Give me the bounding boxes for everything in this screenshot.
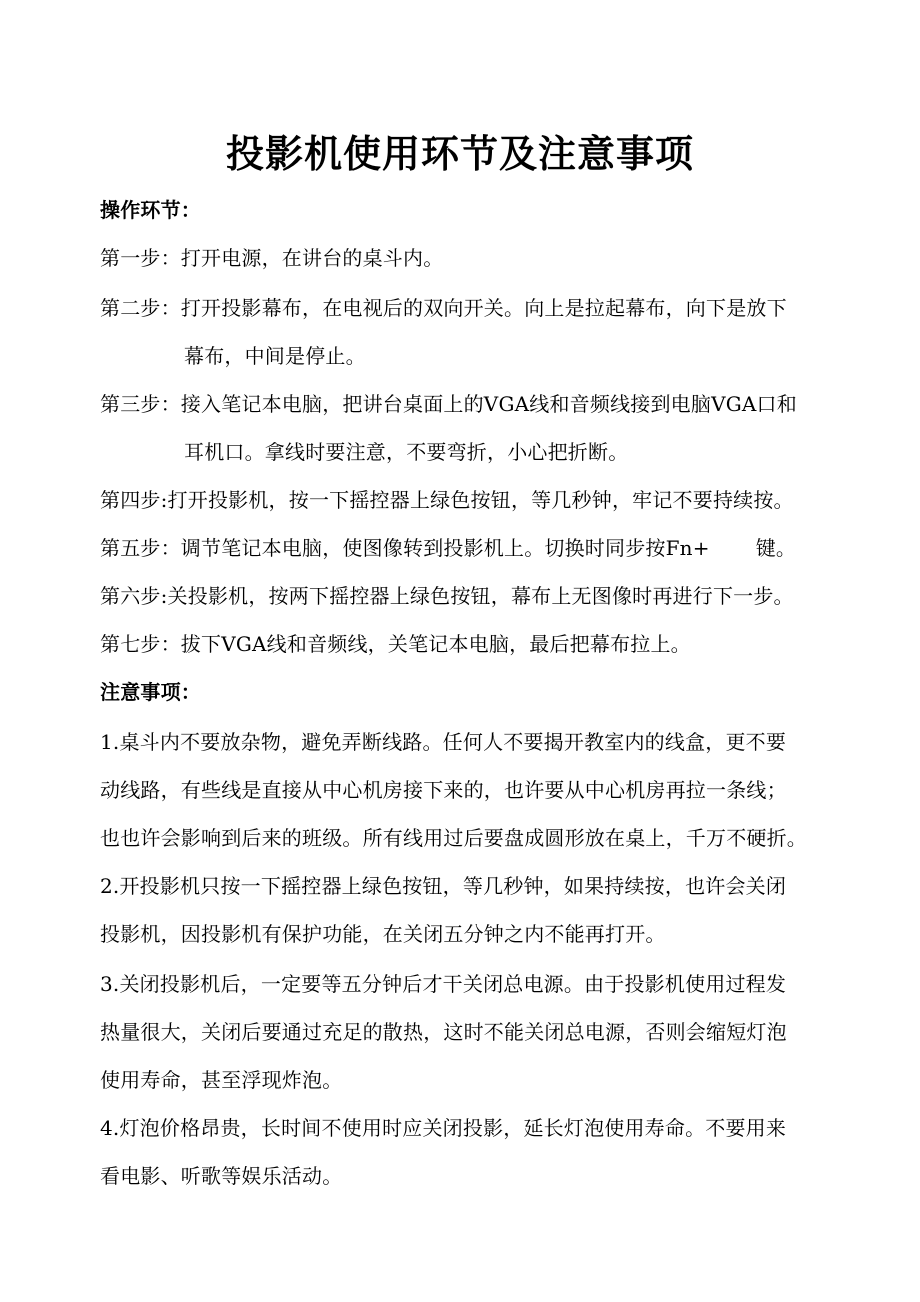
page-title: 投影机使用环节及注意事项 xyxy=(225,131,694,176)
note-2-line-2: 投影机，因投影机有保护功能，在关闭五分钟之内不能再打开。 xyxy=(100,922,666,946)
notes-heading: 注意事项： xyxy=(100,680,201,704)
note-1-line-1: 1.桌斗内不要放杂物，避免弄断线路。任何人不要揭开教室内的线盒，更不要 xyxy=(100,730,787,754)
operation-steps-heading: 操作环节： xyxy=(100,198,201,222)
note-3-line-2: 热量很大，关闭后要通过充足的散热，这时不能关闭总电源，否则会缩短灯泡 xyxy=(100,1020,787,1044)
step-6: 第六步:关投影机，按两下摇控器上绿色按钮，幕布上无图像时再进行下一步。 xyxy=(100,584,794,608)
step-5-suffix: 键。 xyxy=(755,536,797,560)
step-1: 第一步：打开电源，在讲台的桌斗内。 xyxy=(100,246,444,270)
note-4-line-1: 4.灯泡价格昂贵，长时间不使用时应关闭投影，延长灯泡使用寿命。不要用来 xyxy=(100,1116,787,1140)
note-1-line-2: 动线路，有些线是直接从中心机房接下来的，也许要从中心机房再拉一条线； xyxy=(100,778,787,802)
note-3-line-1: 3.关闭投影机后，一定要等五分钟后才干关闭总电源。由于投影机使用过程发 xyxy=(100,972,787,996)
note-3-line-3: 使用寿命，甚至浮现炸泡。 xyxy=(100,1068,343,1092)
note-4-line-2: 看电影、听歌等娱乐活动。 xyxy=(100,1164,343,1188)
step-2-line-1: 第二步：打开投影幕布，在电视后的双向开关。向上是拉起幕布，向下是放下 xyxy=(100,296,787,320)
step-3-line-2: 耳机口。拿线时要注意，不要弯折，小心把折断。 xyxy=(184,440,629,464)
note-2-line-1: 2.开投影机只按一下摇控器上绿色按钮，等几秒钟，如果持续按，也许会关闭 xyxy=(100,874,787,898)
step-5 xyxy=(100,534,840,562)
note-1-line-3: 也也许会影响到后来的班级。所有线用过后要盘成圆形放在桌上，千万不硬折。 xyxy=(100,826,807,850)
step-5-text: 第五步：调节笔记本电脑，使图像转到投影机上。切换时同步按Fn+ xyxy=(100,536,710,560)
step-4: 第四步:打开投影机，按一下摇控器上绿色按钮，等几秒钟，牢记不要持续按。 xyxy=(100,488,794,512)
step-2-line-2: 幕布，中间是停止。 xyxy=(184,344,366,368)
step-7: 第七步：拔下VGA线和音频线，关笔记本电脑，最后把幕布拉上。 xyxy=(100,632,691,656)
step-3-line-1: 第三步：接入笔记本电脑，把讲台桌面上的VGA线和音频线接到电脑VGA口和 xyxy=(100,392,797,416)
